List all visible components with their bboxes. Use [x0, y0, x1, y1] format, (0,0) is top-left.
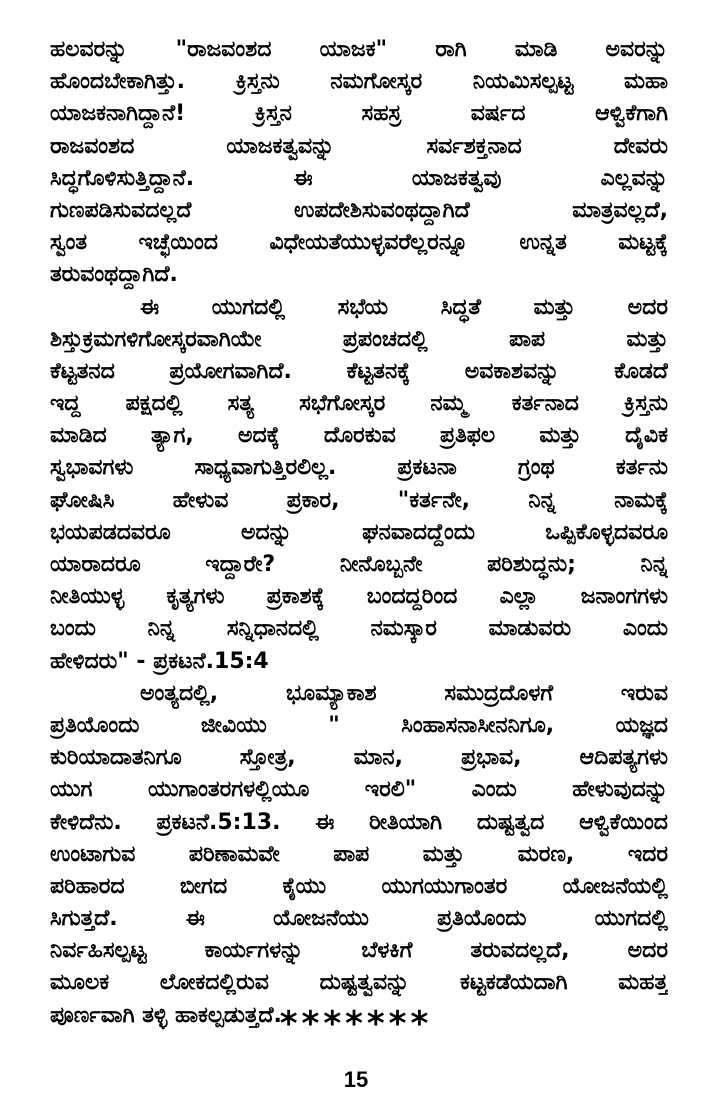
text-line: ಪೂರ್ಣವಾಗಿ ತಳ್ಳಿ ಹಾಕಲ್ಪಡುತ್ತದೆ. — [50, 1002, 282, 1028]
text-line: ಇದ್ದ ಪಕ್ಷದಲ್ಲಿ ಸತ್ಯ ಸಭೆಗೋಸ್ಕರ ನಮ್ಮ ಕರ್ತನಾದ ಕ್ರಿಸ್ತನು — [50, 391, 668, 417]
text-line: ಸ್ವಂತ ಇಚ್ಛೆಯಿಂದ ವಿಧೇಯತೆಯುಳ್ಳವರೆಲ್ಲರನ್ನೂ ಉನ್ನತ ಮಟ್ಟಕ್ಕೆ — [50, 230, 668, 256]
text-line: ಮೂಲಕ ಲೋಕದಲ್ಲಿರುವ ದುಷ್ಟತ್ವವನ್ನು ಕಟ್ಟಕಡೆಯದಾಗಿ ಮಹತ್ತ — [50, 970, 668, 996]
text-line: ಯಾಜಕನಾಗಿದ್ದಾನೆ! ಕ್ರಿಸ್ತನ ಸಹಸ್ರ ವರ್ಷದ ಆಳ್ವಿಕೆಗಾಗಿ — [50, 101, 668, 127]
section-separator: ******* — [279, 1004, 433, 1044]
text-line: ಪ್ರತಿಯೊಂದು ಜೀವಿಯು " ಸಿಂಹಾಸನಾಸೀನನಿಗೂ, ಯಜ್ಞದ — [50, 712, 668, 738]
text-line: ರಾಜವಂಶದ ಯಾಜಕತ್ವವನ್ನು ಸರ್ವಶಕ್ತನಾದ ದೇವರು — [50, 133, 668, 159]
text-line: ಅಂತ್ಯದಲ್ಲಿ, ಭೂಮ್ಯಾಕಾಶ ಸಮುದ್ರದೊಳಗೆ ಇರುವ — [140, 680, 668, 706]
text-line: ಶಿಸ್ತುಕ್ರಮಗಳಿಗೋಸ್ಕರವಾಗಿಯೇ ಪ್ರಪಂಚದಲ್ಲಿ ಪಾಪ ಮತ್ತು — [50, 326, 668, 352]
text-line: ಹೊಂದಬೇಕಾಗಿತ್ತು. ಕ್ರಿಸ್ತನು ನಮಗೋಸ್ಕರ ನಿಯಮಿಸಲ್ಪಟ್ಟ ಮಹಾ — [50, 69, 668, 95]
body-text — [50, 34, 668, 1032]
text-line: ಈ ಯುಗದಲ್ಲಿ ಸಭೆಯ ಸಿದ್ಧತೆ ಮತ್ತು ಅದರ — [140, 294, 668, 320]
text-line: ಬಂದು ನಿನ್ನ ಸನ್ನಿಧಾನದಲ್ಲಿ ನಮಸ್ಕಾರ ಮಾಡುವರು ಎಂದು — [50, 616, 668, 642]
text-line: ಸ್ವಭಾವಗಳು ಸಾಧ್ಯವಾಗುತ್ತಿರಲಿಲ್ಲ. ಪ್ರಕಟನಾ ಗ್ರಂಥ ಕರ್ತನು — [50, 455, 668, 481]
text-line: ಸಿದ್ಧಗೊಳಿಸುತ್ತಿದ್ದಾನೆ. ಈ ಯಾಜಕತ್ವವು ಎಲ್ಲವನ್ನು — [50, 165, 668, 191]
text-line: ಕುರಿಯಾದಾತನಿಗೂ ಸ್ತೋತ್ರ, ಮಾನ, ಪ್ರಭಾವ, ಆದಿಪತ್ಯಗಳು — [50, 745, 668, 771]
text-line: ನಿರ್ವಹಿಸಲ್ಪಟ್ಟ ಕಾರ್ಯಗಳನ್ನು ಬೆಳಕಿಗೆ ತರುವದಲ್ಲದೆ, ಅದರ — [50, 938, 668, 964]
page-number: 15 — [343, 1067, 369, 1092]
text-line: ಕೆಟ್ಟತನದ ಪ್ರಯೋಗವಾಗಿದೆ. ಕೆಟ್ಟತನಕ್ಕೆ ಅವಕಾಶವನ್ನು ಕೊಡದೆ — [50, 358, 668, 384]
text-line: ಮಾಡಿದ ತ್ಯಾಗ, ಅದಕ್ಕೆ ದೊರಕುವ ಪ್ರತಿಫಲ ಮತ್ತು ದೈವಿಕ — [50, 423, 668, 449]
text-line: ಉಂಟಾಗುವ ಪರಿಣಾಮವೇ ಪಾಪ ಮತ್ತು ಮರಣ, ಇದರ — [50, 841, 668, 867]
text-line: ಯುಗ ಯುಗಾಂತರಗಳಲ್ಲಿಯೂ ಇರಲಿ" ಎಂದು ಹೇಳುವುದನ್ನು — [50, 777, 668, 803]
text-line: ಕೇಳಿದೆನು. ಪ್ರಕಟನೆ.5:13. ಈ ರೀತಿಯಾಗಿ ದುಷ್ಟತ್ವದ ಆಳ್ವಿಕೆಯಿಂದ — [50, 809, 668, 835]
text-line: ಹೇಳಿದರು" - ಪ್ರಕಟನೆ.15:4 — [50, 648, 269, 674]
text-line: ಯಾರಾದರೂ ಇದ್ದಾರೇ? ನೀನೊಬ್ಬನೇ ಪರಿಶುದ್ಧನು; ನಿನ್ನ — [50, 552, 668, 577]
text-line: ಭಯಪಡದವರೂ ಅದನ್ನು ಘನವಾದದ್ದೆಂದು ಒಪ್ಪಿಕೊಳ್ಳದವರೂ — [50, 519, 668, 545]
text-line: ಹಲವರನ್ನು "ರಾಜವಂಶದ ಯಾಜಕ" ರಾಗಿ ಮಾಡಿ ಅವರನ್ನು — [50, 37, 668, 62]
text-line: ಪರಿಹಾರದ ಬೀಗದ ಕೈಯು ಯುಗಯುಗಾಂತರ ಯೋಜನೆಯಲ್ಲಿ — [50, 873, 668, 899]
text-line: ತರುವಂಥದ್ದಾಗಿದೆ. — [50, 262, 178, 288]
text-line: ಸಿಗುತ್ತದೆ. ಈ ಯೋಜನೆಯು ಪ್ರತಿಯೊಂದು ಯುಗದಲ್ಲಿ — [50, 906, 668, 932]
text-line: ಗುಣಪಡಿಸುವದಲ್ಲದೆ ಉಪದೇಶಿಸುವಂಥದ್ದಾಗಿದೆ ಮಾತ್ರವಲ್ಲದೆ, — [50, 197, 668, 223]
text-line: ನೀತಿಯುಳ್ಳ ಕೃತ್ಯಗಳು ಪ್ರಕಾಶಕ್ಕೆ ಬಂದದ್ದರಿಂದ ಎಲ್ಲಾ ಜನಾಂಗಗಳು — [50, 584, 668, 610]
text-line: ಘೋಷಿಸಿ ಹೇಳುವ ಪ್ರಕಾರ, "ಕರ್ತನೇ, ನಿನ್ನ ನಾಮಕ್ಕೆ — [50, 487, 668, 513]
